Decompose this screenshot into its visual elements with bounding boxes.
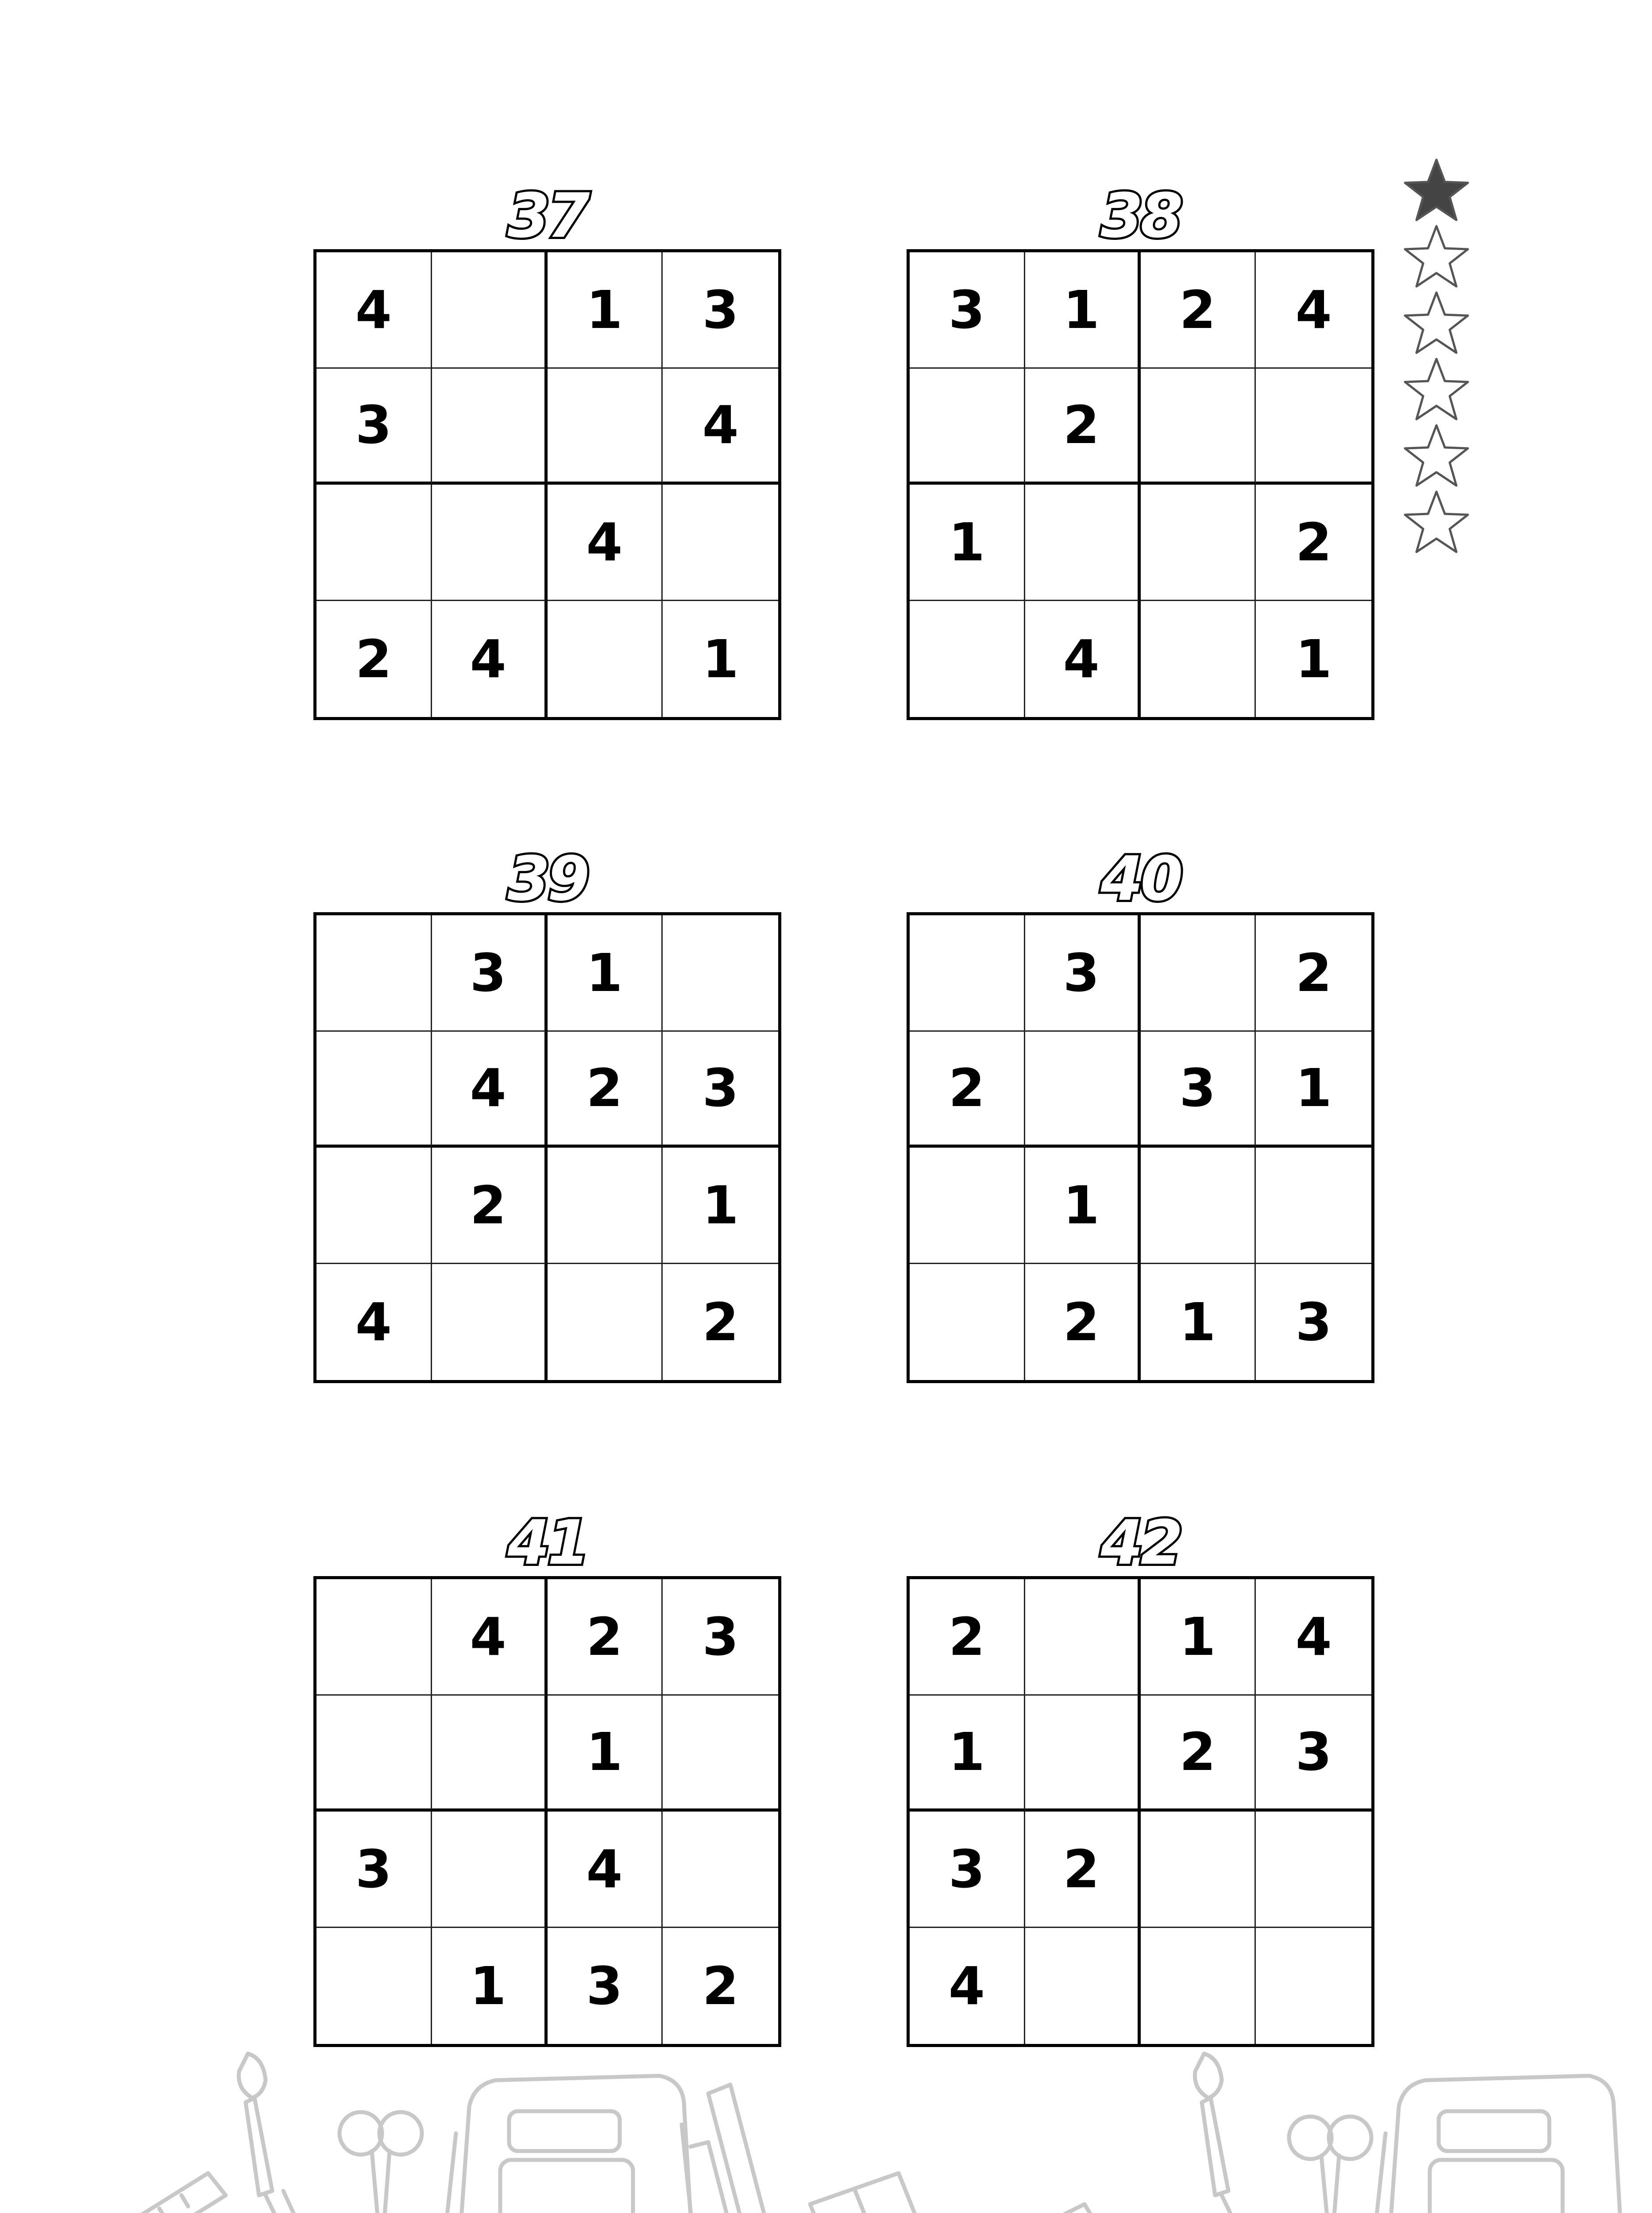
grid-cell: 3 xyxy=(910,1812,1025,1928)
star-outline-icon xyxy=(1403,423,1470,489)
ruler-icon xyxy=(943,2204,1098,2213)
grid-cell xyxy=(432,1696,548,1812)
puzzle-number: 41 xyxy=(507,1507,587,1578)
grid-cell xyxy=(432,252,548,369)
puzzle-39 xyxy=(313,843,781,1383)
puzzle-number: 38 xyxy=(1100,180,1181,251)
grid-cell xyxy=(432,1812,548,1928)
grid-cell xyxy=(1025,1032,1141,1148)
grid-cell: 1 xyxy=(548,252,663,369)
grid-cell: 1 xyxy=(1141,1579,1256,1696)
puzzle-41 xyxy=(313,1507,781,2047)
grid-cell xyxy=(1141,601,1256,717)
grid-cell: 3 xyxy=(1025,915,1141,1032)
grid-cell xyxy=(548,601,663,717)
grid-cell: 3 xyxy=(663,1032,778,1148)
star-outline-icon xyxy=(1403,224,1470,290)
grid-cell: 3 xyxy=(432,915,548,1032)
star-filled-icon xyxy=(1403,157,1470,224)
grid-cell xyxy=(910,915,1025,1032)
grid-cell: 1 xyxy=(1295,628,1332,690)
grid-cell: 2 xyxy=(548,1032,663,1148)
grid-cell xyxy=(1141,1928,1256,2044)
grid-cell xyxy=(1141,485,1256,601)
puzzle-38 xyxy=(907,180,1374,720)
sudoku-grid xyxy=(313,912,781,1383)
grid-cell xyxy=(317,1579,432,1696)
paintbrush-icon xyxy=(1195,2054,1270,2213)
grid-cell: 2 xyxy=(1256,915,1371,1032)
grid-cell: 4 xyxy=(1256,252,1371,369)
grid-cell: 1 xyxy=(548,915,663,1032)
grid-cell xyxy=(317,485,432,601)
eraser-icon xyxy=(810,2173,916,2213)
star-outline-icon xyxy=(1403,356,1470,423)
grid-cell: 2 xyxy=(317,601,432,717)
grid-cell: 2 xyxy=(910,1579,1025,1696)
grid-cell: 4 xyxy=(317,252,432,369)
grid-cell xyxy=(548,1264,663,1380)
grid-cell: 4 xyxy=(548,1812,663,1928)
grid-cell: 1 xyxy=(432,1928,548,2044)
ruler-icon xyxy=(66,2173,226,2213)
grid-cell: 4 xyxy=(548,485,663,601)
grid-cell xyxy=(663,1696,778,1812)
grid-cell: 4 xyxy=(317,1264,432,1380)
grid-cell: 4 xyxy=(1025,601,1141,717)
grid-cell xyxy=(1256,1812,1371,1928)
grid-cell xyxy=(1025,485,1141,601)
grid-cell xyxy=(1025,1928,1141,2044)
difficulty-rating xyxy=(1403,157,1470,555)
grid-cell xyxy=(1256,369,1371,485)
grid-cell xyxy=(1141,1812,1256,1928)
school-supplies-decoration xyxy=(0,2045,1652,2213)
grid-cell: 2 xyxy=(432,1148,548,1264)
grid-cell: 3 xyxy=(317,369,432,485)
grid-cell: 1 xyxy=(663,1148,778,1264)
grid-cell: 1 xyxy=(910,485,1025,601)
grid-cell: 2 xyxy=(702,1291,739,1353)
grid-cell: 2 xyxy=(1025,369,1141,485)
grid-cell xyxy=(1256,1148,1371,1264)
grid-cell xyxy=(910,1264,1025,1380)
puzzle-40 xyxy=(907,843,1374,1383)
sudoku-grid xyxy=(313,249,781,720)
backpack-icon xyxy=(1368,2076,1625,2213)
pencil-icon xyxy=(691,2085,784,2213)
puzzle-42 xyxy=(907,1507,1374,2047)
grid-cell: 2 xyxy=(910,1032,1025,1148)
grid-cell xyxy=(663,485,778,601)
grid-cell xyxy=(1141,369,1256,485)
grid-cell xyxy=(663,1812,778,1928)
grid-cell: 1 xyxy=(1025,1148,1141,1264)
grid-cell xyxy=(663,915,778,1032)
grid-cell: 4 xyxy=(663,369,778,485)
paintbrush-icon xyxy=(239,2054,332,2213)
grid-cell xyxy=(1256,1928,1371,2044)
grid-cell xyxy=(432,485,548,601)
grid-cell: 3 xyxy=(910,252,1025,369)
grid-cell: 1 xyxy=(910,1696,1025,1812)
puzzle-number: 39 xyxy=(507,843,587,914)
grid-cell xyxy=(432,369,548,485)
grid-cell xyxy=(1141,1148,1256,1264)
grid-cell: 1 xyxy=(1256,1032,1371,1148)
grid-cell xyxy=(910,601,1025,717)
grid-cell xyxy=(317,915,432,1032)
star-outline-icon xyxy=(1403,489,1470,555)
sudoku-grid xyxy=(907,249,1374,720)
backpack-icon xyxy=(438,2076,699,2213)
puzzle-number: 37 xyxy=(507,180,587,251)
grid-cell: 2 xyxy=(1256,485,1371,601)
star-outline-icon xyxy=(1403,290,1470,356)
grid-cell xyxy=(548,369,663,485)
grid-cell: 3 xyxy=(317,1812,432,1928)
grid-cell: 4 xyxy=(1256,1579,1371,1696)
grid-cell: 1 xyxy=(702,628,739,690)
grid-cell: 3 xyxy=(663,252,778,369)
grid-cell: 2 xyxy=(702,1955,739,2016)
sudoku-grid xyxy=(313,1576,781,2047)
grid-cell: 4 xyxy=(432,1579,548,1696)
grid-cell: 4 xyxy=(432,601,548,717)
grid-cell: 3 xyxy=(663,1579,778,1696)
grid-cell: 2 xyxy=(1141,1696,1256,1812)
grid-cell xyxy=(910,1148,1025,1264)
sudoku-grid xyxy=(907,912,1374,1383)
puzzle-number: 40 xyxy=(1100,843,1181,914)
grid-cell: 4 xyxy=(910,1928,1025,2044)
grid-cell xyxy=(1025,1696,1141,1812)
grid-cell: 2 xyxy=(1025,1264,1141,1380)
grid-cell: 4 xyxy=(432,1032,548,1148)
grid-cell xyxy=(317,1148,432,1264)
grid-cell: 1 xyxy=(548,1696,663,1812)
grid-cell: 1 xyxy=(1141,1264,1256,1380)
grid-cell xyxy=(1025,1579,1141,1696)
puzzle-37 xyxy=(313,180,781,720)
grid-cell xyxy=(432,1264,548,1380)
grid-cell: 2 xyxy=(1025,1812,1141,1928)
grid-cell: 3 xyxy=(548,1928,663,2044)
grid-cell: 3 xyxy=(1295,1291,1332,1353)
grid-cell xyxy=(317,1928,432,2044)
grid-cell xyxy=(317,1032,432,1148)
grid-cell: 2 xyxy=(1141,252,1256,369)
scissors-icon xyxy=(1289,2117,1371,2213)
grid-cell: 3 xyxy=(1141,1032,1256,1148)
grid-cell xyxy=(910,369,1025,485)
puzzle-number: 42 xyxy=(1100,1507,1181,1578)
grid-cell: 3 xyxy=(1256,1696,1371,1812)
grid-cell xyxy=(548,1148,663,1264)
sudoku-grid xyxy=(907,1576,1374,2047)
scissors-icon xyxy=(340,2112,422,2213)
grid-cell xyxy=(1141,915,1256,1032)
grid-cell: 1 xyxy=(1025,252,1141,369)
grid-cell: 2 xyxy=(548,1579,663,1696)
grid-cell xyxy=(317,1696,432,1812)
